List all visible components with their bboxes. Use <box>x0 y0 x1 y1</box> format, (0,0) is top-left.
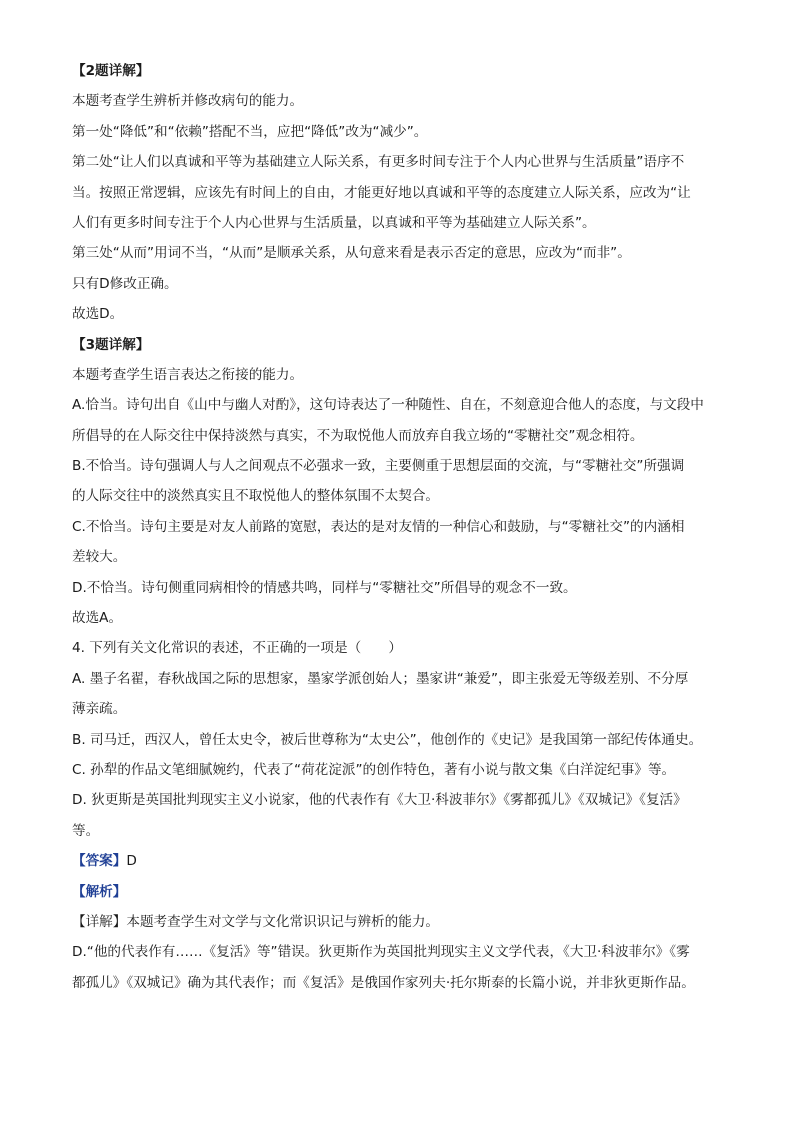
analysis-tag: 【解析】 <box>72 883 127 900</box>
q4-detail-line: 都孤儿》《双城记》确为其代表作；而《复活》是俄国作家列夫·托尔斯泰的长篇小说，并非狄更斯作品。 <box>72 974 695 991</box>
q4-stem: 4. 下列有关文化常识的表述，不正确的一项是（ ） <box>72 640 402 657</box>
q3-line: 的人际交往中的淡然真实且不取悦他人的整体氛围不太契合。 <box>72 488 440 505</box>
q3-heading: 【3题详解】 <box>72 336 150 353</box>
q4-option: A. 墨子名翟，春秋战国之际的思想家，墨家学派创始人；墨家讲“兼爱”，即主张爱无等级差别、不分厚 <box>72 670 689 687</box>
document-page <box>72 62 726 992</box>
q4-detail-line: 【详解】本题考查学生对文学与文化常识识记与辨析的能力。 <box>72 913 440 930</box>
q2-line: 人们有更多时间专注于个人内心世界与生活质量，以真诚和平等为基础建立人际关系”。 <box>72 214 596 231</box>
q2-line: 只有D修改正确。 <box>72 275 178 292</box>
q2-line: 故选D。 <box>72 306 124 323</box>
q4-detail-line: D.“他的代表作有……《复活》等”错误。狄更斯作为英国批判现实主义文学代表，《大卫·科波菲尔》《雾 <box>72 944 690 961</box>
q2-line: 本题考查学生辨析并修改病句的能力。 <box>72 93 304 110</box>
answer-tag: 【答案】 <box>72 853 127 870</box>
q2-line: 当。按照正常逻辑，应该先有时间上的自由，才能更好地以真诚和平等的态度建立人际关系，应改为“让 <box>72 184 691 201</box>
q4-answer <box>72 852 726 870</box>
q4-option: 薄亲疏。 <box>72 701 127 718</box>
q2-line: 第二处“让人们以真诚和平等为基础建立人际关系，有更多时间专注于个人内心世界与生活质量”语序不 <box>72 154 685 171</box>
q3-line: 故选A。 <box>72 610 123 627</box>
q3-line: 所倡导的在人际交往中保持淡然与真实，不为取悦他人而放弃自我立场的“零糖社交”观念相符。 <box>72 427 644 444</box>
q4-option: B. 司马迁，西汉人，曾任太史令，被后世尊称为“太史公”，他创作的《史记》是我国第一部纪传体通史。 <box>72 731 703 748</box>
q2-line: 第一处“降低”和“依赖”搭配不当，应把“降低”改为“减少”。 <box>72 123 428 140</box>
answer-value: D <box>126 853 137 870</box>
q2-line: 第三处“从而”用词不当，“从而”是顺承关系，从句意来看是表示否定的意思，应改为“而非”。 <box>72 245 631 262</box>
q3-line: 本题考查学生语言表达之衔接的能力。 <box>72 366 304 383</box>
q2-heading: 【2题详解】 <box>72 63 150 79</box>
q3-line: B.不恰当。诗句强调人与人之间观点不必强求一致，主要侧重于思想层面的交流，与“零糖社交”所强调 <box>72 458 685 475</box>
q4-option: 等。 <box>72 822 100 839</box>
q4-option: D. 狄更斯是英国批判现实主义小说家，他的代表作有《大卫·科波菲尔》《雾都孤儿》《双城记》《复活》 <box>72 792 687 809</box>
q3-line: C.不恰当。诗句主要是对友人前路的宽慰，表达的是对友情的一种信心和鼓励，与“零糖社交”的内涵相 <box>72 518 685 535</box>
q3-line: A.恰当。诗句出自《山中与幽人对酌》，这句诗表达了一种随性、自在，不刻意迎合他人的态度，与文段中 <box>72 397 704 414</box>
q4-option: C. 孙犁的作品文笔细腻婉约，代表了“荷花淀派”的创作特色，著有小说与散文集《白洋淀纪事》等。 <box>72 761 676 778</box>
q3-line: 差较大。 <box>72 549 127 566</box>
q3-line: D.不恰当。诗句侧重同病相怜的情感共鸣，同样与“零糖社交”所倡导的观念不一致。 <box>72 579 577 596</box>
